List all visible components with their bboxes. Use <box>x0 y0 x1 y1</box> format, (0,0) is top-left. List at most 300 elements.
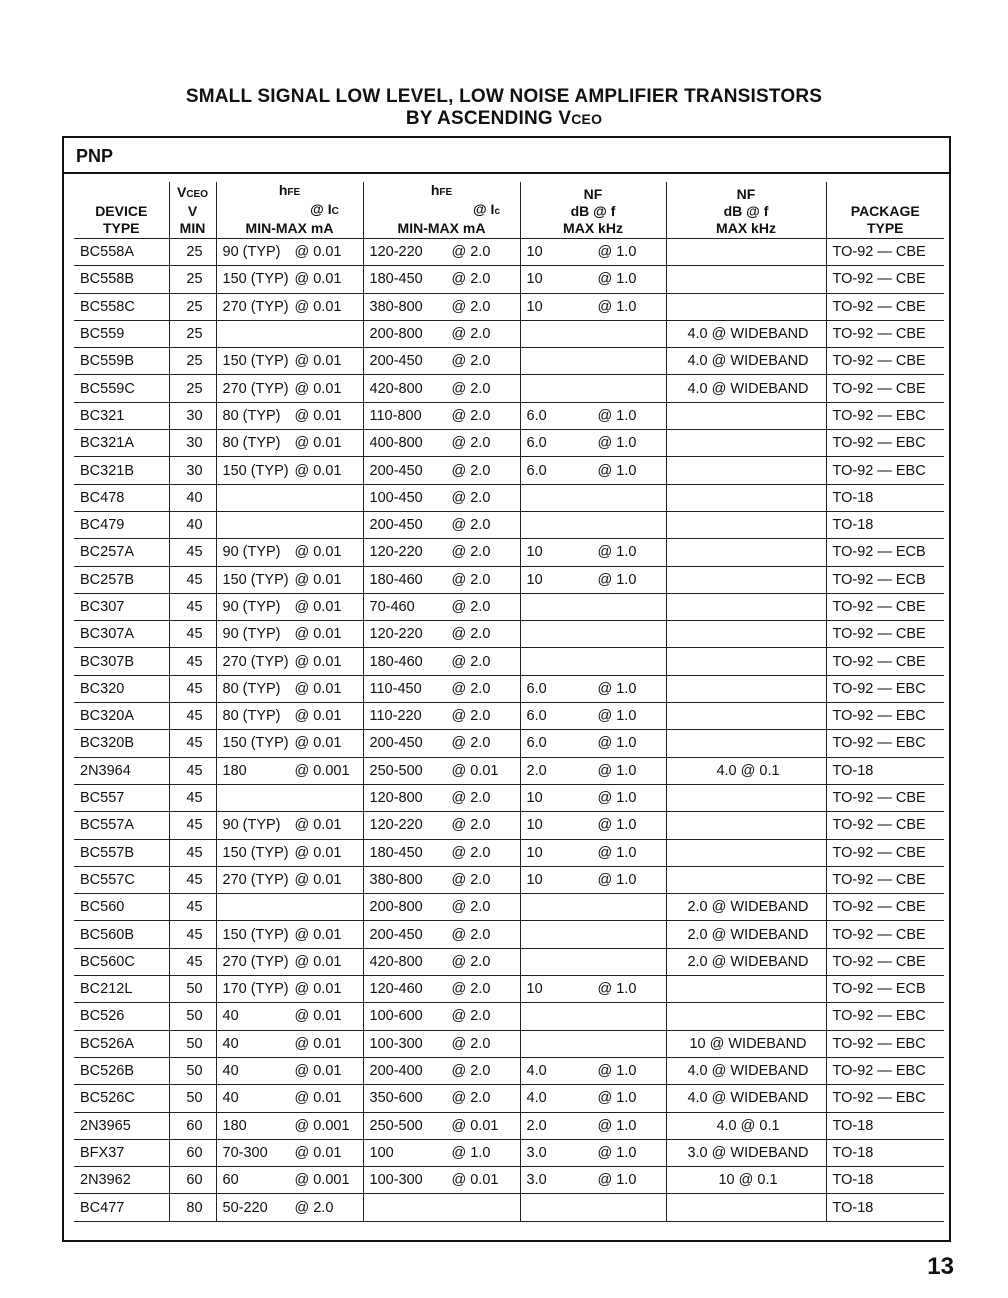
nf-db: 4.0 <box>526 1090 547 1107</box>
cell-hfe-1 <box>216 648 363 675</box>
device-type: BC321 <box>80 407 125 424</box>
cell-hfe-1 <box>216 948 363 975</box>
cell-nf-1 <box>520 648 666 675</box>
device-type: BC321A <box>80 435 135 452</box>
cell-vceo <box>169 1167 216 1194</box>
package-type: TO-92 — CBE <box>832 817 926 834</box>
nf-frequency: @ 1.0 <box>597 1172 637 1189</box>
device-type: BC212L <box>80 981 133 998</box>
cell-device <box>74 1003 169 1030</box>
cell-nf-2 <box>666 1003 826 1030</box>
cell-nf-1 <box>520 511 666 538</box>
hfe1-current: @ 0.01 <box>294 981 342 998</box>
nf-frequency: @ 1.0 <box>597 844 637 861</box>
nf-db: 10 <box>526 244 543 261</box>
section-header <box>64 138 949 174</box>
hfe2-value: 100-300 <box>369 1035 423 1052</box>
package-type: TO-18 <box>832 762 874 779</box>
hfe2-current: @ 2.0 <box>451 462 491 479</box>
hfe2-current: @ 2.0 <box>451 489 491 506</box>
nf-db: 10 <box>526 871 543 888</box>
cell-device <box>74 948 169 975</box>
cell-nf-1 <box>520 566 666 593</box>
cell-vceo <box>169 1085 216 1112</box>
package-type: TO-92 — CBE <box>832 653 926 670</box>
hfe1-value: 40 <box>222 1063 239 1080</box>
vceo-value: 50 <box>186 1063 203 1080</box>
cell-nf-2 <box>666 839 826 866</box>
vceo-value: 45 <box>186 790 203 807</box>
cell-hfe-2 <box>363 730 520 757</box>
hfe2-current: @ 2.0 <box>451 244 491 261</box>
cell-hfe-2 <box>363 457 520 484</box>
table-row <box>74 648 944 675</box>
hfe2-value: 100-450 <box>369 489 423 506</box>
hfe2-current: @ 2.0 <box>451 926 491 943</box>
cell-hfe-2 <box>363 239 520 266</box>
cell-hfe-2 <box>363 266 520 293</box>
cell-nf-1 <box>520 1030 666 1057</box>
cell-vceo <box>169 348 216 375</box>
device-type: BC558B <box>80 271 135 288</box>
cell-hfe-2 <box>363 484 520 511</box>
package-type: TO-92 — EBC <box>832 407 926 424</box>
table-row <box>74 839 944 866</box>
vceo-value: 25 <box>186 353 203 370</box>
cell-hfe-2 <box>363 675 520 702</box>
hfe2-current: @ 2.0 <box>451 353 491 370</box>
cell-device <box>74 976 169 1003</box>
nf-db: 10 <box>526 271 543 288</box>
cell-nf-1 <box>520 1003 666 1030</box>
cell-hfe-2 <box>363 430 520 457</box>
cell-hfe-1 <box>216 402 363 429</box>
package-type: TO-92 — EBC <box>832 1063 926 1080</box>
package-type: TO-18 <box>832 1199 874 1216</box>
cell-nf-1 <box>520 894 666 921</box>
nf-wideband: 10 @ WIDEBAND <box>689 1035 807 1052</box>
device-type: BC560B <box>80 926 135 943</box>
cell-hfe-1 <box>216 539 363 566</box>
nf-db: 6.0 <box>526 407 547 424</box>
package-type: TO-18 <box>832 489 874 506</box>
nf-db: 4.0 <box>526 1063 547 1080</box>
vceo-value: 45 <box>186 735 203 752</box>
cell-vceo <box>169 484 216 511</box>
device-type: BC526C <box>80 1090 135 1107</box>
hfe1-value: 180 <box>222 1117 247 1134</box>
device-type: BC560 <box>80 899 125 916</box>
cell-package <box>826 430 944 457</box>
hfe1-value: 60 <box>222 1172 239 1189</box>
cell-device <box>74 621 169 648</box>
nf-frequency: @ 1.0 <box>597 298 637 315</box>
cell-vceo <box>169 539 216 566</box>
package-type: TO-92 — CBE <box>832 599 926 615</box>
cell-package <box>826 921 944 948</box>
device-type: BC560C <box>80 953 135 970</box>
page-title: SMALL SIGNAL LOW LEVEL, LOW NOISE AMPLIFIER TRANSISTORS <box>185 86 823 107</box>
cell-nf-1 <box>520 1085 666 1112</box>
hfe1-current: @ 0.01 <box>294 599 342 615</box>
table-frame <box>62 136 951 1242</box>
package-type: TO-92 — EBC <box>832 1035 926 1052</box>
hfe2-value: 380-800 <box>369 298 423 315</box>
cell-hfe-1 <box>216 1139 363 1166</box>
cell-vceo <box>169 1112 216 1139</box>
cell-hfe-1 <box>216 976 363 1003</box>
hfe2-current: @ 0.01 <box>451 1117 499 1134</box>
vceo-value: 40 <box>186 489 203 506</box>
cell-hfe-2 <box>363 1167 520 1194</box>
hfe2-current: @ 2.0 <box>451 790 491 807</box>
cell-package <box>826 348 944 375</box>
hfe2-current: @ 2.0 <box>451 599 491 615</box>
vceo-value: 25 <box>186 298 203 315</box>
table-row <box>74 1112 944 1139</box>
package-type: TO-18 <box>832 517 874 534</box>
hfe1-value: 180 <box>222 762 247 779</box>
cell-nf-1 <box>520 784 666 811</box>
nf-db: 10 <box>526 544 543 561</box>
device-type: BC321B <box>80 462 135 479</box>
hfe2-current: @ 2.0 <box>451 1035 491 1052</box>
cell-hfe-1 <box>216 1112 363 1139</box>
cell-package <box>826 511 944 538</box>
table-row <box>74 266 944 293</box>
nf-wideband: 2.0 @ WIDEBAND <box>687 899 809 916</box>
table-row <box>74 921 944 948</box>
cell-device <box>74 730 169 757</box>
hfe1-value: 170 (TYP) <box>222 981 289 998</box>
cell-nf-2 <box>666 703 826 730</box>
nf-frequency: @ 1.0 <box>597 817 637 834</box>
cell-nf-1 <box>520 402 666 429</box>
package-type: TO-92 — CBE <box>832 626 926 643</box>
cell-device <box>74 648 169 675</box>
vceo-value: 45 <box>186 599 203 615</box>
cell-vceo <box>169 621 216 648</box>
cell-hfe-1 <box>216 1057 363 1084</box>
hfe2-current: @ 2.0 <box>451 326 491 343</box>
cell-device <box>74 239 169 266</box>
cell-nf-2 <box>666 1112 826 1139</box>
cell-nf-2 <box>666 402 826 429</box>
nf-db: 6.0 <box>526 462 547 479</box>
vceo-value: 45 <box>186 817 203 834</box>
table-row <box>74 757 944 784</box>
cell-nf-2 <box>666 1057 826 1084</box>
cell-vceo <box>169 1194 216 1221</box>
cell-hfe-1 <box>216 730 363 757</box>
cell-hfe-1 <box>216 348 363 375</box>
hfe2-current: @ 2.0 <box>451 817 491 834</box>
cell-hfe-2 <box>363 1112 520 1139</box>
cell-vceo <box>169 593 216 620</box>
hfe1-current: @ 0.01 <box>294 380 342 397</box>
nf-frequency: @ 1.0 <box>597 981 637 998</box>
package-type: TO-92 — ECB <box>832 571 926 588</box>
nf-db: 2.0 <box>526 762 547 779</box>
cell-hfe-2 <box>363 402 520 429</box>
cell-nf-1 <box>520 239 666 266</box>
table-row <box>74 784 944 811</box>
nf-db: 10 <box>526 298 543 315</box>
cell-hfe-2 <box>363 1194 520 1221</box>
nf-frequency: @ 1.0 <box>597 735 637 752</box>
nf-frequency: @ 1.0 <box>597 708 637 725</box>
cell-vceo <box>169 894 216 921</box>
cell-package <box>826 457 944 484</box>
cell-hfe-2 <box>363 921 520 948</box>
table-row <box>74 239 944 266</box>
package-type: TO-18 <box>832 1117 874 1134</box>
cell-nf-2 <box>666 757 826 784</box>
hfe1-value: 270 (TYP) <box>222 380 289 397</box>
package-type: TO-92 — CBE <box>832 271 926 288</box>
nf-db: 6.0 <box>526 435 547 452</box>
vceo-value: 30 <box>186 407 203 424</box>
vceo-value: 30 <box>186 462 203 479</box>
hfe1-value: 90 (TYP) <box>222 544 281 561</box>
hfe1-current: @ 0.001 <box>294 1172 350 1189</box>
cell-vceo <box>169 511 216 538</box>
cell-hfe-2 <box>363 348 520 375</box>
cell-nf-2 <box>666 457 826 484</box>
vceo-value: 45 <box>186 871 203 888</box>
device-type: BC526A <box>80 1035 135 1052</box>
hfe2-value: 110-450 <box>369 680 422 697</box>
subtitle-prefix: BY ASCENDING V <box>405 108 572 129</box>
hfe1-current: @ 0.01 <box>294 871 342 888</box>
cell-package <box>826 839 944 866</box>
hfe2-value: 110-800 <box>369 407 422 424</box>
cell-nf-2 <box>666 375 826 402</box>
hfe2-current: @ 2.0 <box>451 680 491 697</box>
device-type: BC477 <box>80 1199 125 1216</box>
hfe2-value: 250-500 <box>369 1117 423 1134</box>
cell-nf-2 <box>666 730 826 757</box>
cell-device <box>74 1139 169 1166</box>
hfe1-current: @ 0.01 <box>294 244 342 261</box>
device-type: BC557C <box>80 871 135 888</box>
vceo-value: 45 <box>186 653 203 670</box>
nf-frequency: @ 1.0 <box>597 762 637 779</box>
nf-frequency: @ 1.0 <box>597 544 637 561</box>
device-type: BC479 <box>80 517 125 534</box>
hfe1-current: @ 0.01 <box>294 407 342 424</box>
hfe2-current: @ 2.0 <box>451 380 491 397</box>
cell-nf-1 <box>520 484 666 511</box>
vceo-value: 50 <box>186 1008 203 1025</box>
table-row <box>74 703 944 730</box>
cell-package <box>826 757 944 784</box>
hfe1-current: @ 0.01 <box>294 680 342 697</box>
nf-frequency: @ 1.0 <box>597 1117 637 1134</box>
cell-nf-2 <box>666 593 826 620</box>
table-row <box>74 593 944 620</box>
device-type: BC320A <box>80 708 135 725</box>
hfe2-value: 200-450 <box>369 353 423 370</box>
cell-vceo <box>169 293 216 320</box>
table-row <box>74 1003 944 1030</box>
cell-hfe-2 <box>363 648 520 675</box>
hfe1-current: @ 0.01 <box>294 653 342 670</box>
cell-hfe-2 <box>363 839 520 866</box>
transistor-table <box>74 182 944 1222</box>
table-row <box>74 948 944 975</box>
nf-frequency: @ 1.0 <box>597 407 637 424</box>
cell-nf-2 <box>666 266 826 293</box>
cell-device <box>74 1030 169 1057</box>
cell-hfe-1 <box>216 566 363 593</box>
cell-package <box>826 1057 944 1084</box>
cell-package <box>826 1030 944 1057</box>
device-type: BC557A <box>80 817 135 834</box>
package-type: TO-92 — EBC <box>832 435 926 452</box>
cell-nf-2 <box>666 1030 826 1057</box>
hfe1-value: 80 (TYP) <box>222 407 281 424</box>
cell-nf-2 <box>666 511 826 538</box>
cell-nf-2 <box>666 812 826 839</box>
hfe1-current: @ 0.01 <box>294 571 342 588</box>
package-type: TO-92 — CBE <box>832 298 926 315</box>
cell-hfe-1 <box>216 1030 363 1057</box>
device-type: BC526B <box>80 1063 135 1080</box>
cell-device <box>74 457 169 484</box>
table-row <box>74 484 944 511</box>
hfe2-value: 100 <box>369 1144 394 1161</box>
cell-nf-1 <box>520 457 666 484</box>
nf-frequency: @ 1.0 <box>597 435 637 452</box>
hfe2-value: 180-460 <box>369 571 423 588</box>
package-type: TO-18 <box>832 1144 874 1161</box>
hfe2-current: @ 2.0 <box>451 407 491 424</box>
cell-package <box>826 648 944 675</box>
cell-hfe-2 <box>363 1139 520 1166</box>
hfe1-current: @ 0.01 <box>294 353 342 370</box>
cell-nf-2 <box>666 784 826 811</box>
package-type: TO-92 — CBE <box>832 953 926 970</box>
table-body <box>74 239 944 1222</box>
table-row <box>74 320 944 347</box>
cell-nf-2 <box>666 320 826 347</box>
cell-vceo <box>169 976 216 1003</box>
table-row <box>74 866 944 893</box>
cell-hfe-2 <box>363 539 520 566</box>
table-row <box>74 1194 944 1221</box>
cell-hfe-1 <box>216 375 363 402</box>
nf-db: 6.0 <box>526 708 547 725</box>
cell-package <box>826 539 944 566</box>
hfe1-value: 90 (TYP) <box>222 599 281 615</box>
hfe1-current: @ 0.001 <box>294 1117 350 1134</box>
cell-hfe-2 <box>363 293 520 320</box>
cell-vceo <box>169 757 216 784</box>
cell-nf-2 <box>666 675 826 702</box>
hfe2-current: @ 2.0 <box>451 435 491 452</box>
device-type: BC478 <box>80 489 125 506</box>
device-type: BC307A <box>80 626 135 643</box>
cell-package <box>826 239 944 266</box>
cell-nf-1 <box>520 293 666 320</box>
device-type: BC558A <box>80 244 135 261</box>
hfe1-current: @ 0.01 <box>294 1063 342 1080</box>
nf-db: 3.0 <box>526 1144 547 1161</box>
hfe2-current: @ 2.0 <box>451 1063 491 1080</box>
hfe1-current: @ 0.01 <box>294 926 342 943</box>
hfe1-current: @ 2.0 <box>294 1199 334 1216</box>
vceo-value: 60 <box>186 1117 203 1134</box>
cell-package <box>826 784 944 811</box>
vceo-value: 45 <box>186 899 203 916</box>
cell-hfe-1 <box>216 1167 363 1194</box>
cell-vceo <box>169 457 216 484</box>
cell-device <box>74 348 169 375</box>
table-row <box>74 812 944 839</box>
cell-nf-2 <box>666 430 826 457</box>
hfe2-current: @ 2.0 <box>451 1008 491 1025</box>
cell-device <box>74 894 169 921</box>
cell-vceo <box>169 266 216 293</box>
hfe1-value: 90 (TYP) <box>222 817 281 834</box>
vceo-value: 45 <box>186 544 203 561</box>
table-row <box>74 457 944 484</box>
hfe2-value: 70-460 <box>369 599 415 615</box>
device-type: BC257A <box>80 544 135 561</box>
cell-nf-1 <box>520 1057 666 1084</box>
cell-hfe-1 <box>216 921 363 948</box>
vceo-value: 45 <box>186 762 203 779</box>
header-hfe-1: hFE @ IC MIN-MAX mA <box>216 182 363 239</box>
cell-hfe-1 <box>216 703 363 730</box>
cell-hfe-2 <box>363 1030 520 1057</box>
nf-frequency: @ 1.0 <box>597 462 637 479</box>
cell-nf-1 <box>520 948 666 975</box>
nf-db: 2.0 <box>526 1117 547 1134</box>
cell-nf-1 <box>520 921 666 948</box>
nf-wideband: 4.0 @ WIDEBAND <box>687 1063 809 1080</box>
cell-hfe-2 <box>363 1057 520 1084</box>
hfe2-current: @ 2.0 <box>451 899 491 916</box>
cell-vceo <box>169 784 216 811</box>
cell-nf-2 <box>666 1167 826 1194</box>
hfe2-value: 120-220 <box>369 244 423 261</box>
cell-device <box>74 1057 169 1084</box>
cell-package <box>826 1085 944 1112</box>
cell-nf-1 <box>520 348 666 375</box>
cell-hfe-2 <box>363 1085 520 1112</box>
hfe1-value: 150 (TYP) <box>222 926 289 943</box>
cell-nf-2 <box>666 866 826 893</box>
cell-device <box>74 484 169 511</box>
cell-vceo <box>169 703 216 730</box>
cell-hfe-1 <box>216 866 363 893</box>
hfe1-value: 270 (TYP) <box>222 871 289 888</box>
cell-nf-2 <box>666 648 826 675</box>
nf-wideband: 4.0 @ 0.1 <box>716 762 780 779</box>
cell-package <box>826 621 944 648</box>
nf-frequency: @ 1.0 <box>597 571 637 588</box>
hfe2-value: 200-800 <box>369 899 423 916</box>
hfe2-current: @ 2.0 <box>451 544 491 561</box>
cell-nf-2 <box>666 1194 826 1221</box>
device-type: BC320 <box>80 680 125 697</box>
hfe2-current: @ 0.01 <box>451 762 499 779</box>
cell-nf-1 <box>520 1139 666 1166</box>
cell-hfe-1 <box>216 894 363 921</box>
package-type: TO-92 — EBC <box>832 1090 926 1107</box>
